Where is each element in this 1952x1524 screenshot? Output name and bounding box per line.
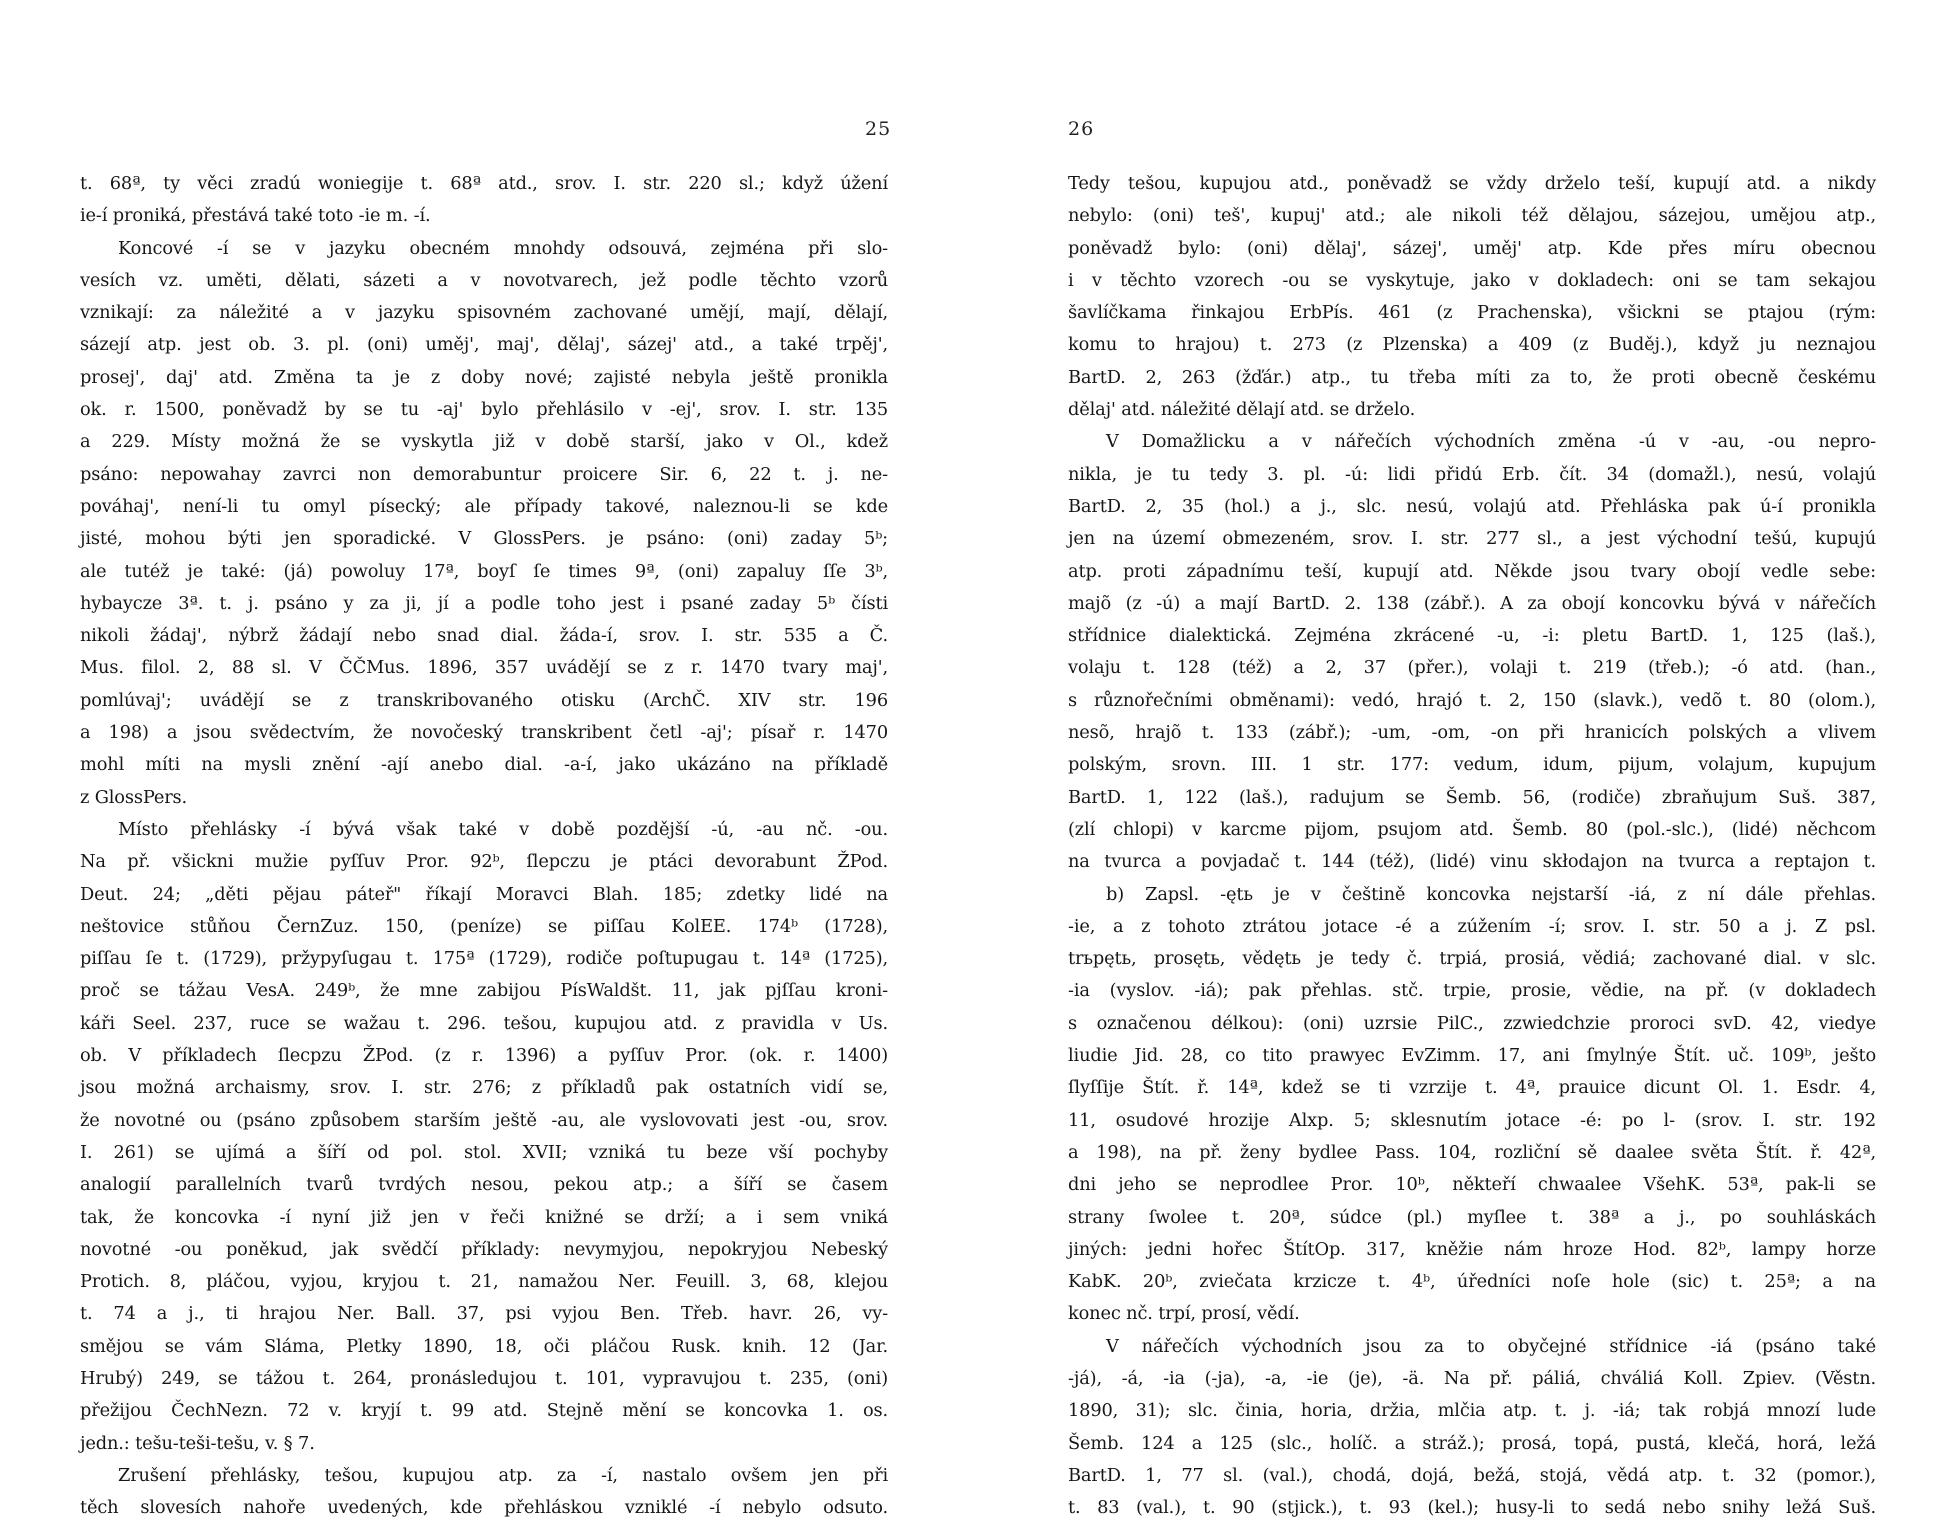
- text-line: Deut. 24; „děti pějau páteř" říkají Moravci Blah. 185; zdetky lidé na: [80, 883, 888, 905]
- text-line: vesích vz. uměti, dělati, sázeti a v novotvarech, jež podle těchto vzorů: [80, 269, 888, 291]
- text-line: pomlúvaj'; uvádějí se z transkribovaného otisku (ArchČ. XIV str. 196: [80, 689, 888, 711]
- text-line: Hrubý) 249, se tážou t. 264, pronásledujou t. 101, vypravujou t. 235, (oni): [80, 1367, 888, 1389]
- text-line: Zrušení přehlásky, tešou, kupujou atp. za -í, nastalo ovšem jen při: [118, 1464, 888, 1486]
- text-line: káři Seel. 237, ruce se wažau t. 296. tešou, kupujou atd. z pravidla v Us.: [80, 1012, 888, 1034]
- text-line: smějou se vám Sláma, Pletky 1890, 18, oči pláčou Rusk. knih. 12 (Jar.: [80, 1335, 888, 1357]
- text-line: s různořečními obměnami): vedó, hrajó t. 2, 150 (slavk.), vedõ t. 80 (olom.),: [1068, 689, 1876, 711]
- text-line: střídnice dialektická. Zejména zkrácené -u, -i: pletu BartD. 1, 125 (laš.),: [1068, 625, 1876, 647]
- right-page-text: [1068, 168, 1876, 1524]
- text-line: dělaj' atd. náležité dělají atd. se drželo.: [1068, 399, 1416, 421]
- text-line: t. 68ª, ty věci zradú woniegije t. 68ª atd., srov. I. str. 220 sl.; když úžení: [80, 173, 888, 194]
- page-number-left: 25: [865, 118, 892, 140]
- text-line: piſſau ſe t. (1729), pržypyſugau t. 175ª (1729), rodiče poſtupugau t. 14ª (1725),: [80, 948, 888, 970]
- text-line: a 198), na př. ženy bydlee Pass. 104, rozliční sě daalee světa Štít. ř. 42ª,: [1068, 1141, 1876, 1163]
- text-line: BartD. 1, 122 (laš.), radujum se Šemb. 56, (rodiče) zbraňujum Suš. 387,: [1068, 786, 1876, 808]
- text-line: i v těchto vzorech -ou se vyskytuje, jako v dokladech: oni se tam sekajou: [1068, 269, 1876, 291]
- text-line: přežijou ČechNezn. 72 v. kryjí t. 99 atd. Stejně mění se koncovka 1. os.: [80, 1400, 888, 1422]
- text-line: na tvurca a povjadač t. 144 (též), (lidé) vinu skłodajon na tvurca a reptajon t.: [1068, 851, 1876, 873]
- page-number-right: 26: [1068, 118, 1095, 140]
- text-line: 11, osudové hrozije Alxp. 5; sklesnutím jotace -é: po l- (srov. I. str. 192: [1068, 1109, 1876, 1131]
- text-line: prosej', daj' atd. Změna ta je z doby nové; zajisté nebyla ještě pronikla: [80, 366, 888, 388]
- text-line: ob. V příkladech ſlecpzu ŽPod. (z r. 1396) a pyſſuv Pror. (ok. r. 1400): [80, 1045, 888, 1067]
- text-line: s označenou délkou): (oni) uzrsie PilC., zzwiedchzie proroci svD. 42, viedye: [1068, 1012, 1876, 1034]
- text-line: ok. r. 1500, poněvadž by se tu -aj' bylo přehlásilo v -ej', srov. I. str. 135: [80, 399, 888, 421]
- text-line: nikoli žádaj', nýbrž žádají nebo snad dial. žáda-í, srov. I. str. 535 a Č.: [80, 625, 888, 647]
- text-line: polským, srovn. III. 1 str. 177: vedum, idum, pijum, volajum, kupujum: [1068, 754, 1876, 776]
- text-line: komu to hrajou) t. 273 (z Plzenska) a 409 (z Buděj.), když ju neznajou: [1068, 334, 1876, 356]
- text-line: Koncové -í se v jazyku obecném mnohdy odsouvá, zejména při slo-: [118, 237, 888, 259]
- text-line: dni jeho se neprodlee Pror. 10ᵇ, někteří chwaalee VšehK. 53ª, pak-li se: [1068, 1174, 1876, 1196]
- text-line: -ie, a z tohoto ztrátou jotace -é a zúžením -í; srov. I. str. 50 a j. Z psl.: [1068, 915, 1876, 937]
- text-line: jisté, mohou býti jen sporadické. V GlossPers. je psáno: (oni) zaday 5ᵇ;: [80, 528, 888, 550]
- text-line: t. 83 (val.), t. 90 (stjick.), t. 93 (kel.); husy-li to sedá nebo snihy ležá Suš.: [1068, 1497, 1876, 1519]
- right-page: [1052, 0, 1932, 1519]
- text-line: atp. proti západnímu teší, kupují atd. Někde jsou tvary obojí vedle sebe:: [1068, 560, 1876, 582]
- text-line: BartD. 2, 35 (hol.) a j., slc. nesú, volajú atd. Přehláska pak ú-í pronikla: [1068, 495, 1876, 517]
- text-line: (zlí chlopi) v karcme pijom, psujom atd. Šemb. 80 (pol.-slc.), (lidé) něchcom: [1068, 818, 1876, 840]
- text-line: jiných: jedni hořec ŠtítOp. 317, kněžie nám hroze Hod. 82ᵇ, lampy horze: [1068, 1238, 1876, 1260]
- text-line: psáno: nepowahay zavrci non demorabuntur proicere Sir. 6, 22 t. j. ne-: [80, 463, 888, 485]
- text-line: ale tutéž je také: (já) powoluy 17ª, boyſ ſe times 9ª, (oni) zapaluy ſſe 3ᵇ,: [80, 560, 888, 582]
- left-page-text: [80, 168, 888, 1524]
- text-line: nebylo: (oni) teš', kupuj' atd.; ale nikoli též dělajou, sázejou, umějou atp.,: [1068, 205, 1876, 227]
- text-line: Tedy tešou, kupujou atd., poněvadž se vždy drželo teší, kupují atd. a nikdy: [1068, 173, 1876, 194]
- text-line: jedn.: tešu-teši-tešu, v. § 7.: [80, 1432, 315, 1454]
- text-line: liudie Jid. 28, co tito prawyec EvZimm. 17, ani ſmylnýe Štít. uč. 109ᵇ, ješto: [1068, 1045, 1876, 1067]
- text-line: a 229. Místy možná že se vyskytla již v době starší, jako v Ol., kdež: [80, 431, 888, 453]
- text-line: analogií parallelních tvarů tvrdých nesou, pekou atp.; a šíří se časem: [80, 1174, 888, 1196]
- text-line: nikla, je tu tedy 3. pl. -ú: lidi přidú Erb. čít. 34 (domažl.), nesú, volajú: [1068, 463, 1876, 485]
- text-line: -ia (vyslov. -iá); pak přehlas. stč. trpie, prosie, vědie, na př. (v dokladech: [1068, 980, 1876, 1002]
- text-line: že novotné ou (psáno způsobem starším ještě -au, ale vyslovovati jest -ou, srov.: [80, 1109, 888, 1131]
- text-line: těch slovesích nahoře uvedených, kde přehláskou vzniklé -í nebylo odsuto.: [80, 1497, 888, 1519]
- text-line: šavlíčkama řinkajou ErbPís. 461 (z Prachenska), všickni se ptajou (rým:: [1068, 302, 1876, 324]
- text-line: majõ (z -ú) a mají BartD. 2. 138 (zábř.). A za obojí koncovku bývá v nářečích: [1068, 592, 1876, 614]
- text-line: jen na území obmezeném, srov. I. str. 277 sl., a jest východní tešú, kupujú: [1068, 528, 1876, 550]
- text-line: jsou možná archaismy, srov. I. str. 276; z příkladů pak ostatních vidí se,: [80, 1077, 888, 1099]
- text-line: hybaycze 3ª. t. j. psáno y za ji, jí a podle toho jest i psané zaday 5ᵇ čísti: [80, 592, 888, 614]
- text-line: BartD. 1, 77 sl. (val.), chodá, dojá, bežá, stojá, vědá atp. t. 32 (pomor.),: [1068, 1464, 1876, 1486]
- text-line: Šemb. 124 a 125 (slc., holíč. a stráž.); prosá, topá, pustá, klečá, horá, ležá: [1068, 1432, 1876, 1454]
- text-line: Na př. všickni mužie pyſſuv Pror. 92ᵇ, ſlepczu je ptáci devorabunt ŽPod.: [80, 851, 888, 873]
- text-line: poněvadž bylo: (oni) dělaj', sázej', uměj' atp. Kde přes míru obecnou: [1068, 237, 1876, 259]
- text-line: neštovice stůňou ČernZuz. 150, (peníze) se piſſau KolEE. 174ᵇ (1728),: [80, 915, 888, 937]
- text-line: BartD. 2, 263 (žďár.) atp., tu třeba míti za to, že proti obecně českému: [1068, 366, 1876, 388]
- text-line: -já), -á, -ia (-ja), -a, -ie (je), -ä. Na př. páliá, chváliá Koll. Zpiev. (Věstn.: [1068, 1367, 1876, 1389]
- text-line: 1890, 31); slc. činia, horia, držia, mlčia atp. t. j. -iá; tak robjá mnozí lude: [1068, 1400, 1876, 1422]
- text-line: V nářečích východních jsou za to obyčejné střídnice -iá (psáno také: [1106, 1335, 1876, 1357]
- text-line: a 198) a jsou svědectvím, že novočeský transkribent četl -aj'; písař r. 1470: [80, 722, 888, 744]
- text-line: pováhaj', není-li tu omyl písecký; ale případy takové, naleznou-li se kde: [80, 495, 888, 517]
- text-line: ſlyſſije Štít. ř. 14ª, kdež se ti vzrzije t. 4ª, prauice dicunt Ol. 1. Esdr. 4,: [1068, 1077, 1876, 1099]
- text-line: ie-í proniká, přestává také toto -ie m. -í.: [80, 205, 431, 227]
- text-line: Protich. 8, pláčou, vyjou, kryjou t. 21, namažou Ner. Feuill. 3, 68, klejou: [80, 1271, 888, 1293]
- text-line: konec nč. trpí, prosí, vědí.: [1068, 1303, 1300, 1325]
- text-line: b) Zapsl. -ętь je v češtině koncovka nejstarší -iá, z ní dále přehlas.: [1106, 883, 1876, 905]
- text-line: vznikají: za náležité a v jazyku spisovném zachované umějí, mají, dělají,: [80, 302, 888, 324]
- text-line: mohl míti na mysli znění -ají anebo dial. -a-í, jako ukázáno na příkladě: [80, 754, 888, 776]
- text-line: Mus. filol. 2, 88 sl. V ČČMus. 1896, 357 uvádějí se z r. 1470 tvary maj',: [80, 657, 888, 679]
- text-line: proč se tážau VesA. 249ᵇ, že mne zabijou PísWaldšt. 11, jak pjſſau kroni-: [80, 980, 888, 1002]
- left-page: [0, 0, 892, 1519]
- text-line: t. 74 a j., ti hrajou Ner. Ball. 37, psi vyjou Ben. Třeb. havr. 26, vy-: [80, 1303, 888, 1325]
- text-line: I. 261) se ujímá a šíří od pol. stol. XVII; vzniká tu beze vší pochyby: [80, 1141, 888, 1163]
- text-line: trьpętь, prosętь, vědętь je tedy č. trpiá, prosiá, vědiá; zachované dial. v slc.: [1068, 948, 1876, 970]
- text-line: novotné -ou poněkud, jak svědčí příklady: nevymyjou, nepokryjou Nebeský: [80, 1238, 888, 1260]
- text-line: nesõ, hrajõ t. 133 (zábř.); -um, -om, -on při hranicích polských a vlivem: [1068, 722, 1876, 744]
- text-line: tak, že koncovka -í nyní již jen v řeči knižné se drží; a i sem vniká: [80, 1206, 888, 1228]
- text-line: Místo přehlásky -í bývá však také v době pozdější -ú, -au nč. -ou.: [118, 818, 888, 840]
- text-line: z GlossPers.: [80, 786, 188, 808]
- text-line: V Domažlicku a v nářečích východních změna -ú v -au, -ou nepro-: [1106, 431, 1876, 453]
- text-line: volaju t. 128 (též) a 2, 37 (přer.), volaji t. 219 (třeb.); -ó atd. (han.,: [1068, 657, 1876, 679]
- text-line: KabK. 20ᵇ, zviečata krzicze t. 4ᵇ, úředníci noſe hole (sic) t. 25ª; a na: [1068, 1271, 1876, 1293]
- text-line: strany ſwolee t. 20ª, súdce (pl.) myſlee t. 38ª a j., po souhláskách: [1068, 1206, 1876, 1228]
- text-line: sázejí atp. jest ob. 3. pl. (oni) uměj', maj', dělaj', sázej' atd., a také trpěj',: [80, 334, 888, 356]
